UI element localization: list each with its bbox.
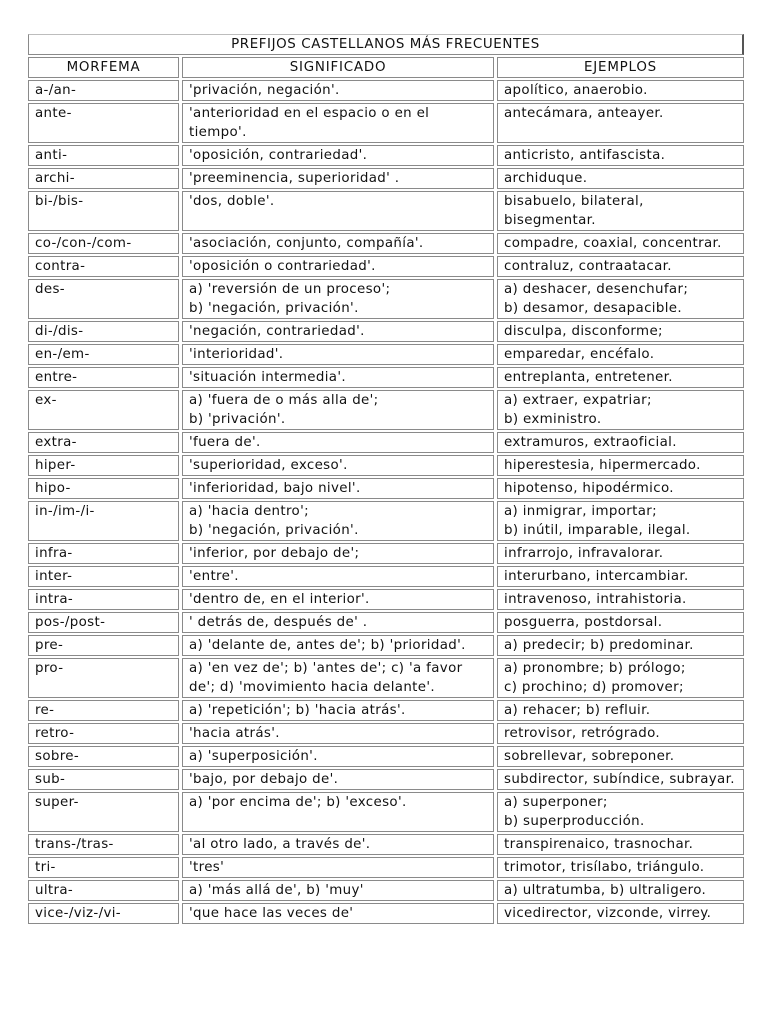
header-significado: SIGNIFICADO — [182, 57, 494, 78]
morfema-cell: trans-/tras- — [28, 834, 179, 855]
ejemplos-cell: retrovisor, retrógrado. — [497, 723, 744, 744]
ejemplos-cell: sobrellevar, sobreponer. — [497, 746, 744, 767]
morfema-cell: hipo- — [28, 478, 179, 499]
significado-cell: a) 'hacia dentro'; b) 'negación, privación'. — [182, 501, 494, 541]
table-row — [28, 145, 744, 166]
significado-cell: 'que hace las veces de' — [182, 903, 494, 924]
morfema-cell: tri- — [28, 857, 179, 878]
table-row — [28, 80, 744, 101]
significado-cell: 'oposición, contrariedad'. — [182, 145, 494, 166]
morfema-cell: vice-/viz-/vi- — [28, 903, 179, 924]
morfema-cell: retro- — [28, 723, 179, 744]
significado-cell: 'tres' — [182, 857, 494, 878]
table-row — [28, 103, 744, 143]
header-ejemplos: EJEMPLOS — [497, 57, 744, 78]
table-row — [28, 857, 744, 878]
table-row — [28, 834, 744, 855]
table-title: PREFIJOS CASTELLANOS MÁS FRECUENTES — [28, 34, 744, 55]
significado-cell: 'interioridad'. — [182, 344, 494, 365]
table-row — [28, 880, 744, 901]
table-row — [28, 658, 744, 698]
morfema-cell: anti- — [28, 145, 179, 166]
significado-cell: 'inferioridad, bajo nivel'. — [182, 478, 494, 499]
ejemplos-cell: a) extraer, expatriar; b) exministro. — [497, 390, 744, 430]
significado-cell: 'dos, doble'. — [182, 191, 494, 231]
morfema-cell: bi-/bis- — [28, 191, 179, 231]
morfema-cell: infra- — [28, 543, 179, 564]
ejemplos-cell: a) pronombre; b) prólogo; c) prochino; d) promover; — [497, 658, 744, 698]
morfema-cell: contra- — [28, 256, 179, 277]
table-row — [28, 367, 744, 388]
morfema-cell: intra- — [28, 589, 179, 610]
table-row — [28, 746, 744, 767]
morfema-cell: pre- — [28, 635, 179, 656]
table-row — [28, 455, 744, 476]
ejemplos-cell: emparedar, encéfalo. — [497, 344, 744, 365]
ejemplos-cell: archiduque. — [497, 168, 744, 189]
significado-cell: 'al otro lado, a través de'. — [182, 834, 494, 855]
ejemplos-cell: contraluz, contraatacar. — [497, 256, 744, 277]
morfema-cell: entre- — [28, 367, 179, 388]
header-row — [28, 57, 744, 78]
table-row — [28, 723, 744, 744]
ejemplos-cell: antecámara, anteayer. — [497, 103, 744, 143]
table-row — [28, 191, 744, 231]
morfema-cell: sobre- — [28, 746, 179, 767]
ejemplos-cell: a) ultratumba, b) ultraligero. — [497, 880, 744, 901]
significado-cell: a) 'por encima de'; b) 'exceso'. — [182, 792, 494, 832]
table-row — [28, 344, 744, 365]
significado-cell: 'hacia atrás'. — [182, 723, 494, 744]
table-row — [28, 903, 744, 924]
ejemplos-cell: posguerra, postdorsal. — [497, 612, 744, 633]
ejemplos-cell: a) predecir; b) predominar. — [497, 635, 744, 656]
significado-cell: 'bajo, por debajo de'. — [182, 769, 494, 790]
ejemplos-cell: compadre, coaxial, concentrar. — [497, 233, 744, 254]
table-row — [28, 635, 744, 656]
significado-cell: 'asociación, conjunto, compañía'. — [182, 233, 494, 254]
table-row — [28, 321, 744, 342]
morfema-cell: a-/an- — [28, 80, 179, 101]
morfema-cell: extra- — [28, 432, 179, 453]
morfema-cell: archi- — [28, 168, 179, 189]
significado-cell: 'dentro de, en el interior'. — [182, 589, 494, 610]
significado-cell: 'superioridad, exceso'. — [182, 455, 494, 476]
significado-cell: a) 'superposición'. — [182, 746, 494, 767]
table-row — [28, 390, 744, 430]
morfema-cell: pos-/post- — [28, 612, 179, 633]
morfema-cell: des- — [28, 279, 179, 319]
significado-cell: a) 'en vez de'; b) 'antes de'; c) 'a favor de'; d) 'movimiento hacia delante'. — [182, 658, 494, 698]
ejemplos-cell: a) superponer; b) superproducción. — [497, 792, 744, 832]
significado-cell: 'fuera de'. — [182, 432, 494, 453]
table-row — [28, 432, 744, 453]
ejemplos-cell: apolítico, anaerobio. — [497, 80, 744, 101]
ejemplos-cell: intravenoso, intrahistoria. — [497, 589, 744, 610]
ejemplos-cell: anticristo, antifascista. — [497, 145, 744, 166]
ejemplos-cell: a) inmigrar, importar; b) inútil, imparable, ilegal. — [497, 501, 744, 541]
table-row — [28, 279, 744, 319]
table-row — [28, 566, 744, 587]
ejemplos-cell: hipotenso, hipodérmico. — [497, 478, 744, 499]
table-row — [28, 233, 744, 254]
table-row — [28, 589, 744, 610]
significado-cell: 'inferior, por debajo de'; — [182, 543, 494, 564]
significado-cell: ' detrás de, después de' . — [182, 612, 494, 633]
ejemplos-cell: subdirector, subíndice, subrayar. — [497, 769, 744, 790]
morfema-cell: pro- — [28, 658, 179, 698]
table-row — [28, 478, 744, 499]
ejemplos-cell: trimotor, trisílabo, triángulo. — [497, 857, 744, 878]
significado-cell: a) 'fuera de o más alla de'; b) 'privación'. — [182, 390, 494, 430]
significado-cell: 'entre'. — [182, 566, 494, 587]
table-body — [28, 80, 744, 924]
morfema-cell: inter- — [28, 566, 179, 587]
table-row — [28, 543, 744, 564]
ejemplos-cell: transpirenaico, trasnochar. — [497, 834, 744, 855]
table-row — [28, 256, 744, 277]
morfema-cell: hiper- — [28, 455, 179, 476]
significado-cell: 'privación, negación'. — [182, 80, 494, 101]
significado-cell: 'oposición o contrariedad'. — [182, 256, 494, 277]
significado-cell: a) 'reversión de un proceso'; b) 'negación, privación'. — [182, 279, 494, 319]
ejemplos-cell: interurbano, intercambiar. — [497, 566, 744, 587]
table-row — [28, 700, 744, 721]
ejemplos-cell: vicedirector, vizconde, virrey. — [497, 903, 744, 924]
significado-cell: 'preeminencia, superioridad' . — [182, 168, 494, 189]
ejemplos-cell: a) rehacer; b) refluir. — [497, 700, 744, 721]
morfema-cell: di-/dis- — [28, 321, 179, 342]
header-morfema: MORFEMA — [28, 57, 179, 78]
significado-cell: a) 'repetición'; b) 'hacia atrás'. — [182, 700, 494, 721]
ejemplos-cell: a) deshacer, desenchufar; b) desamor, desapacible. — [497, 279, 744, 319]
ejemplos-cell: entreplanta, entretener. — [497, 367, 744, 388]
morfema-cell: re- — [28, 700, 179, 721]
significado-cell: a) 'delante de, antes de'; b) 'prioridad'. — [182, 635, 494, 656]
morfema-cell: super- — [28, 792, 179, 832]
table-row — [28, 769, 744, 790]
morfema-cell: in-/im-/i- — [28, 501, 179, 541]
significado-cell: 'anterioridad en el espacio o en el tiempo'. — [182, 103, 494, 143]
significado-cell: 'situación intermedia'. — [182, 367, 494, 388]
prefixes-table — [25, 32, 747, 926]
morfema-cell: ultra- — [28, 880, 179, 901]
table-row — [28, 501, 744, 541]
significado-cell: a) 'más allá de', b) 'muy' — [182, 880, 494, 901]
morfema-cell: co-/con-/com- — [28, 233, 179, 254]
table-row — [28, 168, 744, 189]
morfema-cell: sub- — [28, 769, 179, 790]
title-row — [28, 34, 744, 55]
table-row — [28, 792, 744, 832]
table-row — [28, 612, 744, 633]
morfema-cell: ex- — [28, 390, 179, 430]
morfema-cell: en-/em- — [28, 344, 179, 365]
ejemplos-cell: hiperestesia, hipermercado. — [497, 455, 744, 476]
morfema-cell: ante- — [28, 103, 179, 143]
ejemplos-cell: disculpa, disconforme; — [497, 321, 744, 342]
ejemplos-cell: bisabuelo, bilateral, bisegmentar. — [497, 191, 744, 231]
significado-cell: 'negación, contrariedad'. — [182, 321, 494, 342]
ejemplos-cell: infrarrojo, infravalorar. — [497, 543, 744, 564]
ejemplos-cell: extramuros, extraoficial. — [497, 432, 744, 453]
